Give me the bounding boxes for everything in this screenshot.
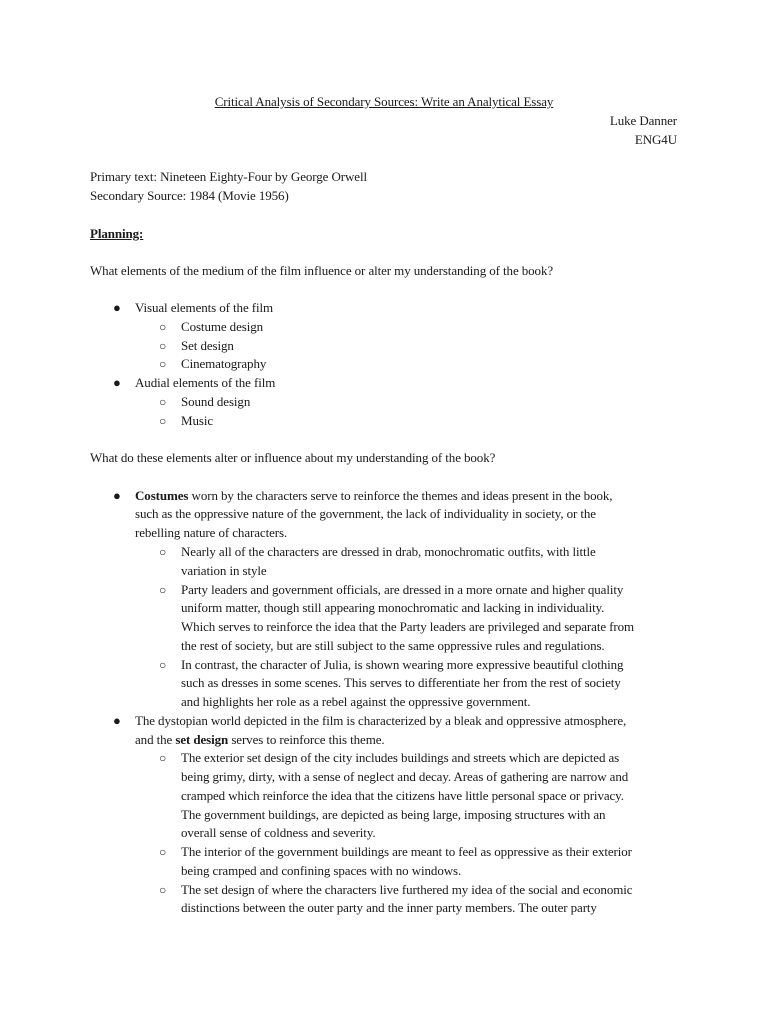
list-item: Costumes worn by the characters serve to reinforce the themes and ideas present in the book,: [135, 488, 613, 503]
set-design-label: set design: [175, 732, 229, 747]
list-subitem: In contrast, the character of Julia, is shown wearing more expressive beautiful clothing: [181, 657, 624, 672]
list-subitem: Music: [181, 413, 214, 428]
bullet-dot: ●: [113, 375, 121, 390]
list-subitem-line: being cramped and confining spaces with no windows.: [181, 863, 462, 878]
bullet-circle: ○: [159, 395, 167, 409]
bullet-circle: ○: [159, 545, 167, 559]
secondary-source: Secondary Source: 1984 (Movie 1956): [90, 188, 289, 203]
bullet-circle: ○: [159, 414, 167, 428]
list-subitem-line: uniform matter, though still appearing monochromatic and lacking in individuality.: [181, 600, 605, 615]
list-subitem: Costume design: [181, 319, 264, 334]
list-item-line: such as the oppressive nature of the government, the lack of individuality in society, or the: [135, 506, 596, 521]
list-subitem: The set design of where the characters live furthered my idea of the social and economic: [181, 882, 633, 897]
list-subitem: Nearly all of the characters are dressed in drab, monochromatic outfits, with little: [181, 544, 596, 559]
question-2: What do these elements alter or influence about my understanding of the book?: [90, 450, 496, 465]
list-subitem-line: and highlights her role as a rebel against the oppressive government.: [181, 694, 531, 709]
list-subitem-line: Which serves to reinforce the idea that the Party leaders are privileged and separate from: [181, 619, 635, 634]
question-1: What elements of the medium of the film influence or alter my understanding of the book?: [90, 263, 554, 278]
bullet-circle: ○: [159, 339, 167, 353]
bullet-circle: ○: [159, 883, 167, 897]
bullet-circle: ○: [159, 320, 167, 334]
document-title: Critical Analysis of Secondary Sources: Write an Analytical Essay: [214, 94, 554, 109]
list-subitem-line: the rest of society, but are still subject to the same oppressive rules and regulations.: [181, 638, 605, 653]
list-subitem: The exterior set design of the city includes buildings and streets which are depicted as: [181, 750, 620, 765]
list-subitem: The interior of the government buildings are meant to feel as oppressive as their exterior: [181, 844, 632, 859]
bullet-circle: ○: [159, 751, 167, 765]
list-subitem-line: overall sense of coldness and severity.: [181, 825, 376, 840]
list-subitem-line: distinctions between the outer party and the inner party members. The outer party: [181, 900, 597, 915]
bullet-circle: ○: [159, 357, 167, 371]
list-subitem: Cinematography: [181, 356, 267, 371]
list-subitem-line: The government buildings, are depicted as being large, imposing structures with an: [181, 807, 606, 822]
bullet-dot: ●: [113, 488, 121, 503]
list-subitem-line: cramped which reinforce the idea that the citizens have little personal space or privacy.: [181, 788, 624, 803]
list-item: Audial elements of the film: [135, 375, 276, 390]
list-item-line: rebelling nature of characters.: [135, 525, 288, 540]
list-item: Visual elements of the film: [135, 300, 274, 315]
bullet-dot: ●: [113, 713, 121, 728]
course-code: ENG4U: [634, 132, 677, 147]
list-subitem-line: such as dresses in some scenes. This serves to differentiate her from the rest of society: [181, 675, 621, 690]
list-subitem: Party leaders and government officials, are dressed in a more ornate and higher quality: [181, 582, 624, 597]
list-subitem: Set design: [181, 338, 234, 353]
list-item: The dystopian world depicted in the film is characterized by a bleak and oppressive atmosphere,: [135, 713, 627, 728]
costumes-label: Costumes: [135, 488, 189, 503]
bullet-circle: ○: [159, 583, 167, 597]
list-subitem-line: being grimy, dirty, with a sense of neglect and decay. Areas of gathering are narrow and: [181, 769, 629, 784]
planning-heading: Planning:: [90, 226, 144, 241]
list-subitem: Sound design: [181, 394, 251, 409]
bullet-dot: ●: [113, 300, 121, 315]
author-name: Luke Danner: [609, 113, 677, 128]
bullet-circle: ○: [159, 845, 167, 859]
list-item-line: and the set design serves to reinforce this theme.: [135, 732, 385, 747]
bullet-circle: ○: [159, 658, 167, 672]
primary-text: Primary text: Nineteen Eighty-Four by George Orwell: [90, 169, 367, 184]
list-subitem-line: variation in style: [181, 563, 267, 578]
